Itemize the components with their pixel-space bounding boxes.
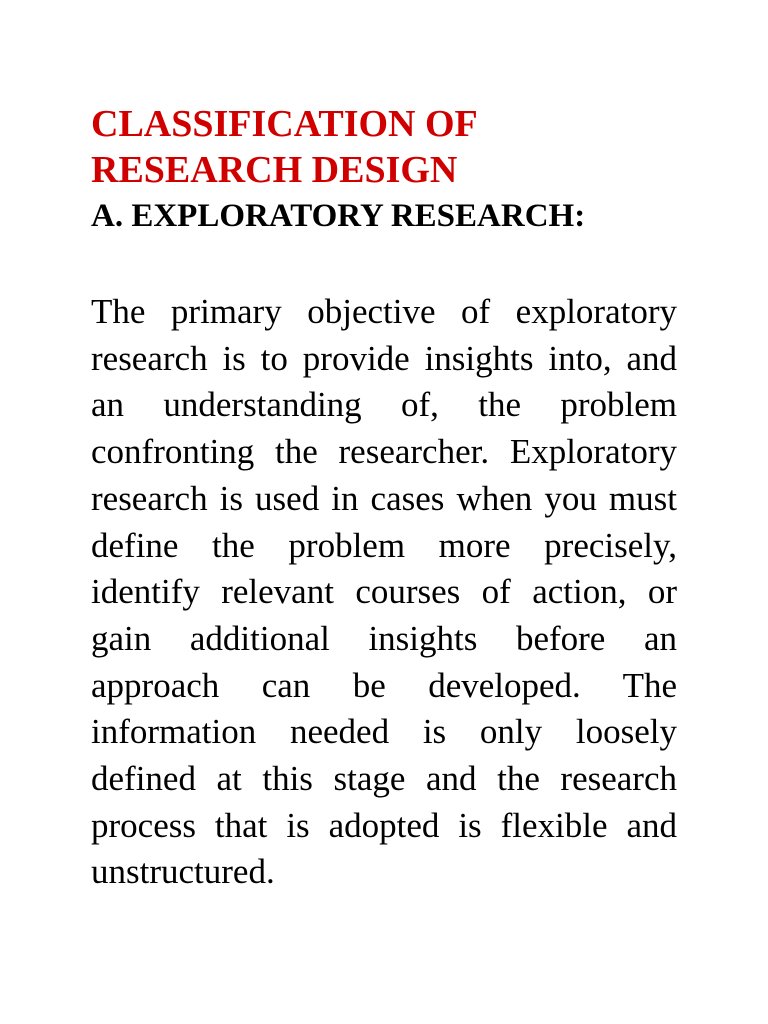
document-title: CLASSIFICATION OF RESEARCH DESIGN (91, 103, 477, 191)
section-heading: A. EXPLORATORY RESEARCH: (91, 198, 586, 234)
body-paragraph: The primary objective of exploratory research is to provide insights into, and an understanding of, the problem confronting the researcher. Exploratory research is used in cases when you must define the problem more precisely, identify relevant courses of action, or gain additional insights before an approach can be developed. The information needed is only loosely defined at this stage and the research process that is adopted is flexible and unstructured. (91, 292, 677, 892)
